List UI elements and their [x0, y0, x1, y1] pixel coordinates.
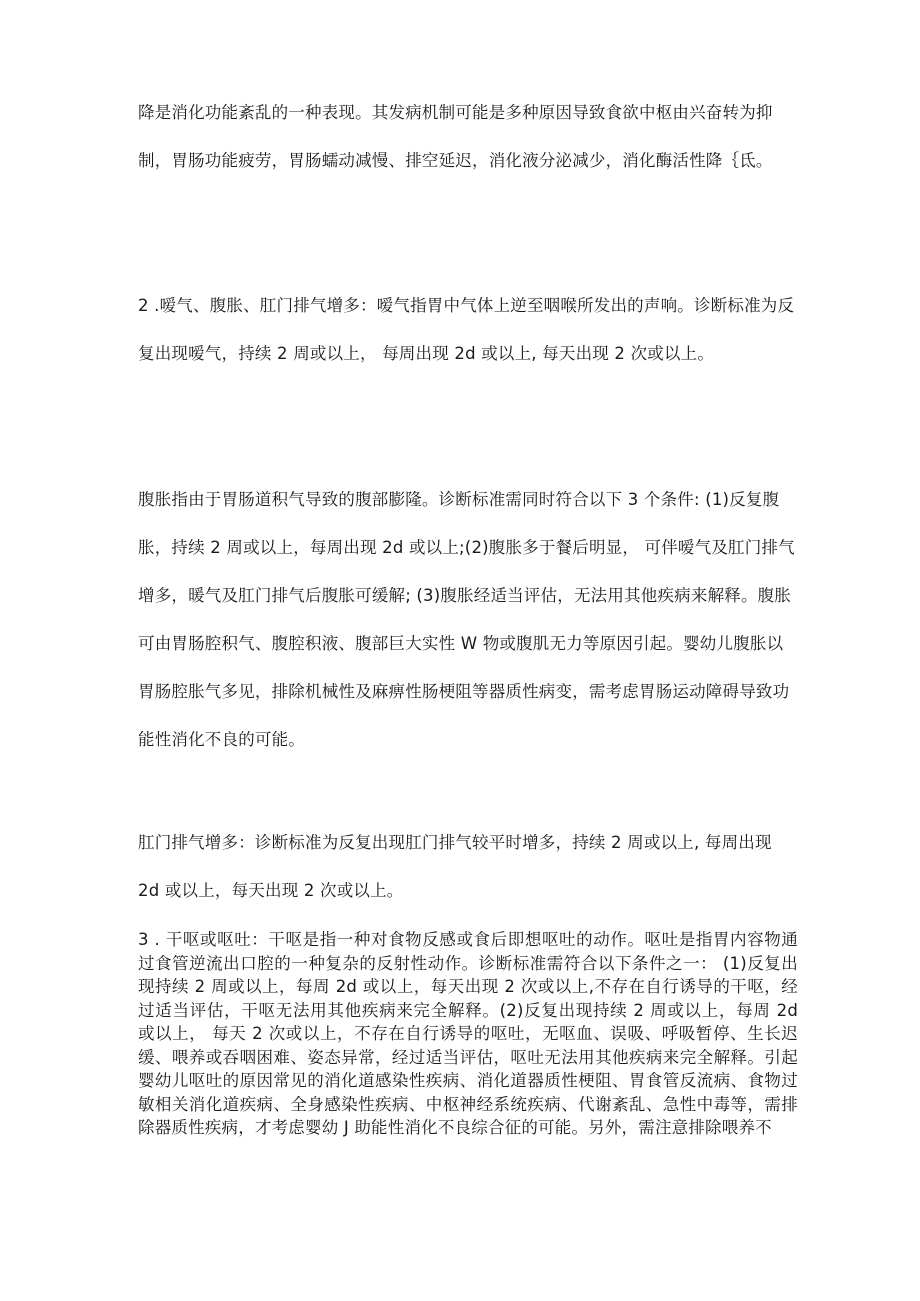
- paragraph-abdominal-distension: 腹胀指由于胃肠道积气导致的腹部膨隆。诊断标准需同时符合以下 3 个条件: (1)反复腹胀，持续 2 周或以上，每周出现 2d 或以上;(2)腹胀多于餐后明显， 可伴嗳气及肛门排气增多，暖气及肛门排气后腹胀可缓解; (3)腹胀经适当评估，无法用其他疾病来解释。腹胀可由胃肠腔积气、腹腔积液、腹部巨大实性 W 物或腹肌无力等原因引起。婴幼儿腹胀以胃肠腔胀气多见，排除机械性及麻痹性肠梗阻等器质性病变，需考虑胃肠运动障碍导致功能性消化不良的可能。: [138, 490, 795, 749]
- paragraph-flatulence: 肛门排气增多：诊断标准为反复出现肛门排气较平时增多，持续 2 周或以上, 每周出现 2d 或以上，每天出现 2 次或以上。: [138, 833, 772, 900]
- paragraph-retching-vomiting: 3 . 干呕或呕吐：干呕是指一种对食物反感或食后即想呕吐的动作。呕吐是指胃内容物通过食管逆流出口腔的一种复杂的反射性动作。诊断标准需符合以下条件之一： (1)反复出现持续 2 周或以上，每周 2d 或以上，每天出现 2 次或以上,不存在自行诱导的干呕，经过适当评估，干呕无法用其他疾病来完全解释。(2)反复出现持续 2 周或以上，每周 2d 或以上， 每天 2 次或以上，不存在自行诱导的呕吐，无呕血、误吸、呼吸暂停、生长迟缓、喂养或吞咽困难、姿态异常，经过适当评估，呕吐无法用其他疾病来完全解释。引起婴幼儿呕吐的原因常见的消化道感染性疾病、消化道器质性梗阻、胃食管反流病、食物过敏相关消化道疾病、全身感染性疾病、中枢神经系统疾病、代谢紊乱、急性中毒等，需排除器质性疾病，才考虑婴幼 J 助能性消化不良综合征的可能。另外，需注意排除喂养不: [138, 930, 798, 1137]
- paragraph-appetite-decline: 降是消化功能紊乱的一种表现。其发病机制可能是多种原因导致食欲中枢由兴奋转为抑制，胃肠功能疲劳，胃肠蠕动减慢、排空延迟，消化液分泌减少，消化酶活性降｛氐。: [138, 103, 773, 170]
- paragraph-belching: 2 .嗳气、腹胀、肛门排气增多：嗳气指胃中气体上逆至咽喉所发出的声响。诊断标准为反复出现嗳气，持续 2 周或以上， 每周出现 2d 或以上, 每天出现 2 次或以上。: [138, 296, 795, 363]
